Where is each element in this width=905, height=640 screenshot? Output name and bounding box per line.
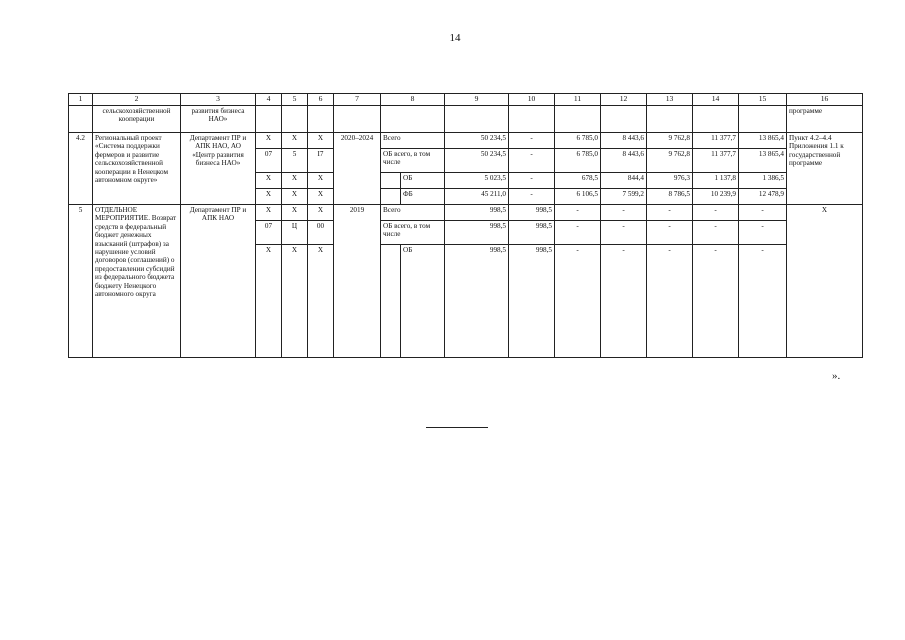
value-cell: - (509, 133, 555, 149)
indent-cell (381, 245, 401, 358)
table-cell (334, 106, 381, 133)
code-cell: 07 (256, 221, 282, 245)
value-cell: 11 377,7 (693, 133, 739, 149)
table-cell (445, 106, 509, 133)
continuation-executor: развития бизнеса НАО» (181, 106, 256, 133)
item-name: ОТДЕЛЬНОЕ МЕРОПРИЯТИЕ. Возврат средств в федеральный бюджет денежных взысканий (штрафов) за нарушение условий договоров (соглашений) о предоставлении субсидий из федерального бюджета бюджету Ненецкого автономного округа (93, 205, 181, 358)
header-cell: 2 (93, 94, 181, 106)
code-cell: I7 (308, 149, 334, 173)
value-cell: - (555, 221, 601, 245)
table-cell (256, 106, 282, 133)
item-executor: Департамент ПР и АПК НАО (181, 205, 256, 358)
source-cell: ОБ всего, в том числе (381, 221, 445, 245)
value-cell: 1 137,8 (693, 173, 739, 189)
value-cell: 50 234,5 (445, 149, 509, 173)
item-note: Х (787, 205, 863, 358)
table-cell (601, 106, 647, 133)
value-cell: 678,5 (555, 173, 601, 189)
item-note: Пункт 4.2–4.4 Приложения 1.1 к государственной программе (787, 133, 863, 205)
item-executor: Департамент ПР и АПК НАО, АО «Центр развития бизнеса НАО» (181, 133, 256, 205)
table-cell (509, 106, 555, 133)
code-cell: Х (256, 189, 282, 205)
value-cell: 10 239,9 (693, 189, 739, 205)
source-cell: Всего (381, 205, 445, 221)
page-number: 14 (449, 32, 461, 44)
header-cell: 11 (555, 94, 601, 106)
source-cell: ФБ (401, 189, 445, 205)
value-cell: - (693, 221, 739, 245)
code-cell: Ц (282, 221, 308, 245)
source-cell: ОБ всего, в том числе (381, 149, 445, 173)
value-cell: 998,5 (509, 245, 555, 358)
continuation-note: программе (787, 106, 863, 133)
table-cell (69, 106, 93, 133)
value-cell: 998,5 (445, 221, 509, 245)
code-cell: Х (282, 133, 308, 149)
code-cell: Х (282, 245, 308, 358)
value-cell: - (509, 173, 555, 189)
code-cell: Х (256, 205, 282, 221)
item-period: 2020–2024 (334, 133, 381, 205)
value-cell: 11 377,7 (693, 149, 739, 173)
indent-cell (381, 189, 401, 205)
header-cell: 3 (181, 94, 256, 106)
header-cell: 5 (282, 94, 308, 106)
code-cell: Х (256, 133, 282, 149)
code-cell: Х (282, 205, 308, 221)
header-cell: 10 (509, 94, 555, 106)
code-cell: Х (256, 245, 282, 358)
value-cell: 8 443,6 (601, 133, 647, 149)
value-cell: 45 211,0 (445, 189, 509, 205)
code-cell: 5 (282, 149, 308, 173)
value-cell: 998,5 (445, 205, 509, 221)
item-period: 2019 (334, 205, 381, 358)
table-cell (647, 106, 693, 133)
budget-table (68, 93, 863, 358)
item-number: 5 (69, 205, 93, 358)
value-cell: 50 234,5 (445, 133, 509, 149)
indent-cell (381, 173, 401, 189)
header-cell: 12 (601, 94, 647, 106)
continuation-name: сельскохозяйственной кооперации (93, 106, 181, 133)
header-cell: 6 (308, 94, 334, 106)
header-cell: 13 (647, 94, 693, 106)
value-cell: 998,5 (509, 221, 555, 245)
separator-line (426, 427, 488, 428)
value-cell: - (555, 245, 601, 358)
value-cell: 6 106,5 (555, 189, 601, 205)
value-cell: - (693, 205, 739, 221)
code-cell: Х (308, 205, 334, 221)
closing-quote: ». (832, 370, 841, 382)
header-cell: 8 (381, 94, 445, 106)
table-cell (282, 106, 308, 133)
item-name: Региональный проект «Система поддержки фермеров и развитие сельскохозяйственной кооперации в Ненецком автономном округе» (93, 133, 181, 205)
value-cell: - (555, 205, 601, 221)
table-cell (308, 106, 334, 133)
value-cell: - (601, 245, 647, 358)
value-cell: 998,5 (509, 205, 555, 221)
value-cell: - (601, 205, 647, 221)
value-cell: 6 785,0 (555, 133, 601, 149)
code-cell: Х (308, 173, 334, 189)
code-cell: 00 (308, 221, 334, 245)
value-cell: 1 386,5 (739, 173, 787, 189)
header-cell: 4 (256, 94, 282, 106)
value-cell: 8 786,5 (647, 189, 693, 205)
value-cell: - (739, 221, 787, 245)
value-cell: - (509, 149, 555, 173)
source-cell: ОБ (401, 173, 445, 189)
value-cell: 9 762,8 (647, 133, 693, 149)
value-cell: - (739, 205, 787, 221)
header-cell: 7 (334, 94, 381, 106)
value-cell: - (509, 189, 555, 205)
value-cell: 13 865,4 (739, 149, 787, 173)
value-cell: - (647, 245, 693, 358)
table-cell (381, 106, 445, 133)
code-cell: Х (308, 245, 334, 358)
value-cell: 8 443,6 (601, 149, 647, 173)
header-cell: 15 (739, 94, 787, 106)
value-cell: 9 762,8 (647, 149, 693, 173)
code-cell: Х (256, 173, 282, 189)
value-cell: 12 478,9 (739, 189, 787, 205)
value-cell: 5 023,5 (445, 173, 509, 189)
item-number: 4.2 (69, 133, 93, 205)
value-cell: - (647, 221, 693, 245)
source-cell: ОБ (401, 245, 445, 358)
value-cell: - (601, 221, 647, 245)
source-cell: Всего (381, 133, 445, 149)
table-cell (693, 106, 739, 133)
header-row (69, 94, 863, 106)
code-cell: 07 (256, 149, 282, 173)
table-cell (555, 106, 601, 133)
value-cell: - (693, 245, 739, 358)
value-cell: 844,4 (601, 173, 647, 189)
header-cell: 9 (445, 94, 509, 106)
value-cell: 976,3 (647, 173, 693, 189)
header-cell: 14 (693, 94, 739, 106)
code-cell: Х (308, 189, 334, 205)
table-row (69, 205, 863, 221)
value-cell: - (739, 245, 787, 358)
header-cell: 16 (787, 94, 863, 106)
value-cell: 6 785,0 (555, 149, 601, 173)
continuation-row (69, 106, 863, 133)
code-cell: Х (282, 189, 308, 205)
code-cell: Х (282, 173, 308, 189)
table-cell (739, 106, 787, 133)
value-cell: 998,5 (445, 245, 509, 358)
value-cell: 7 599,2 (601, 189, 647, 205)
value-cell: - (647, 205, 693, 221)
header-cell: 1 (69, 94, 93, 106)
value-cell: 13 865,4 (739, 133, 787, 149)
table-row (69, 133, 863, 149)
code-cell: Х (308, 133, 334, 149)
